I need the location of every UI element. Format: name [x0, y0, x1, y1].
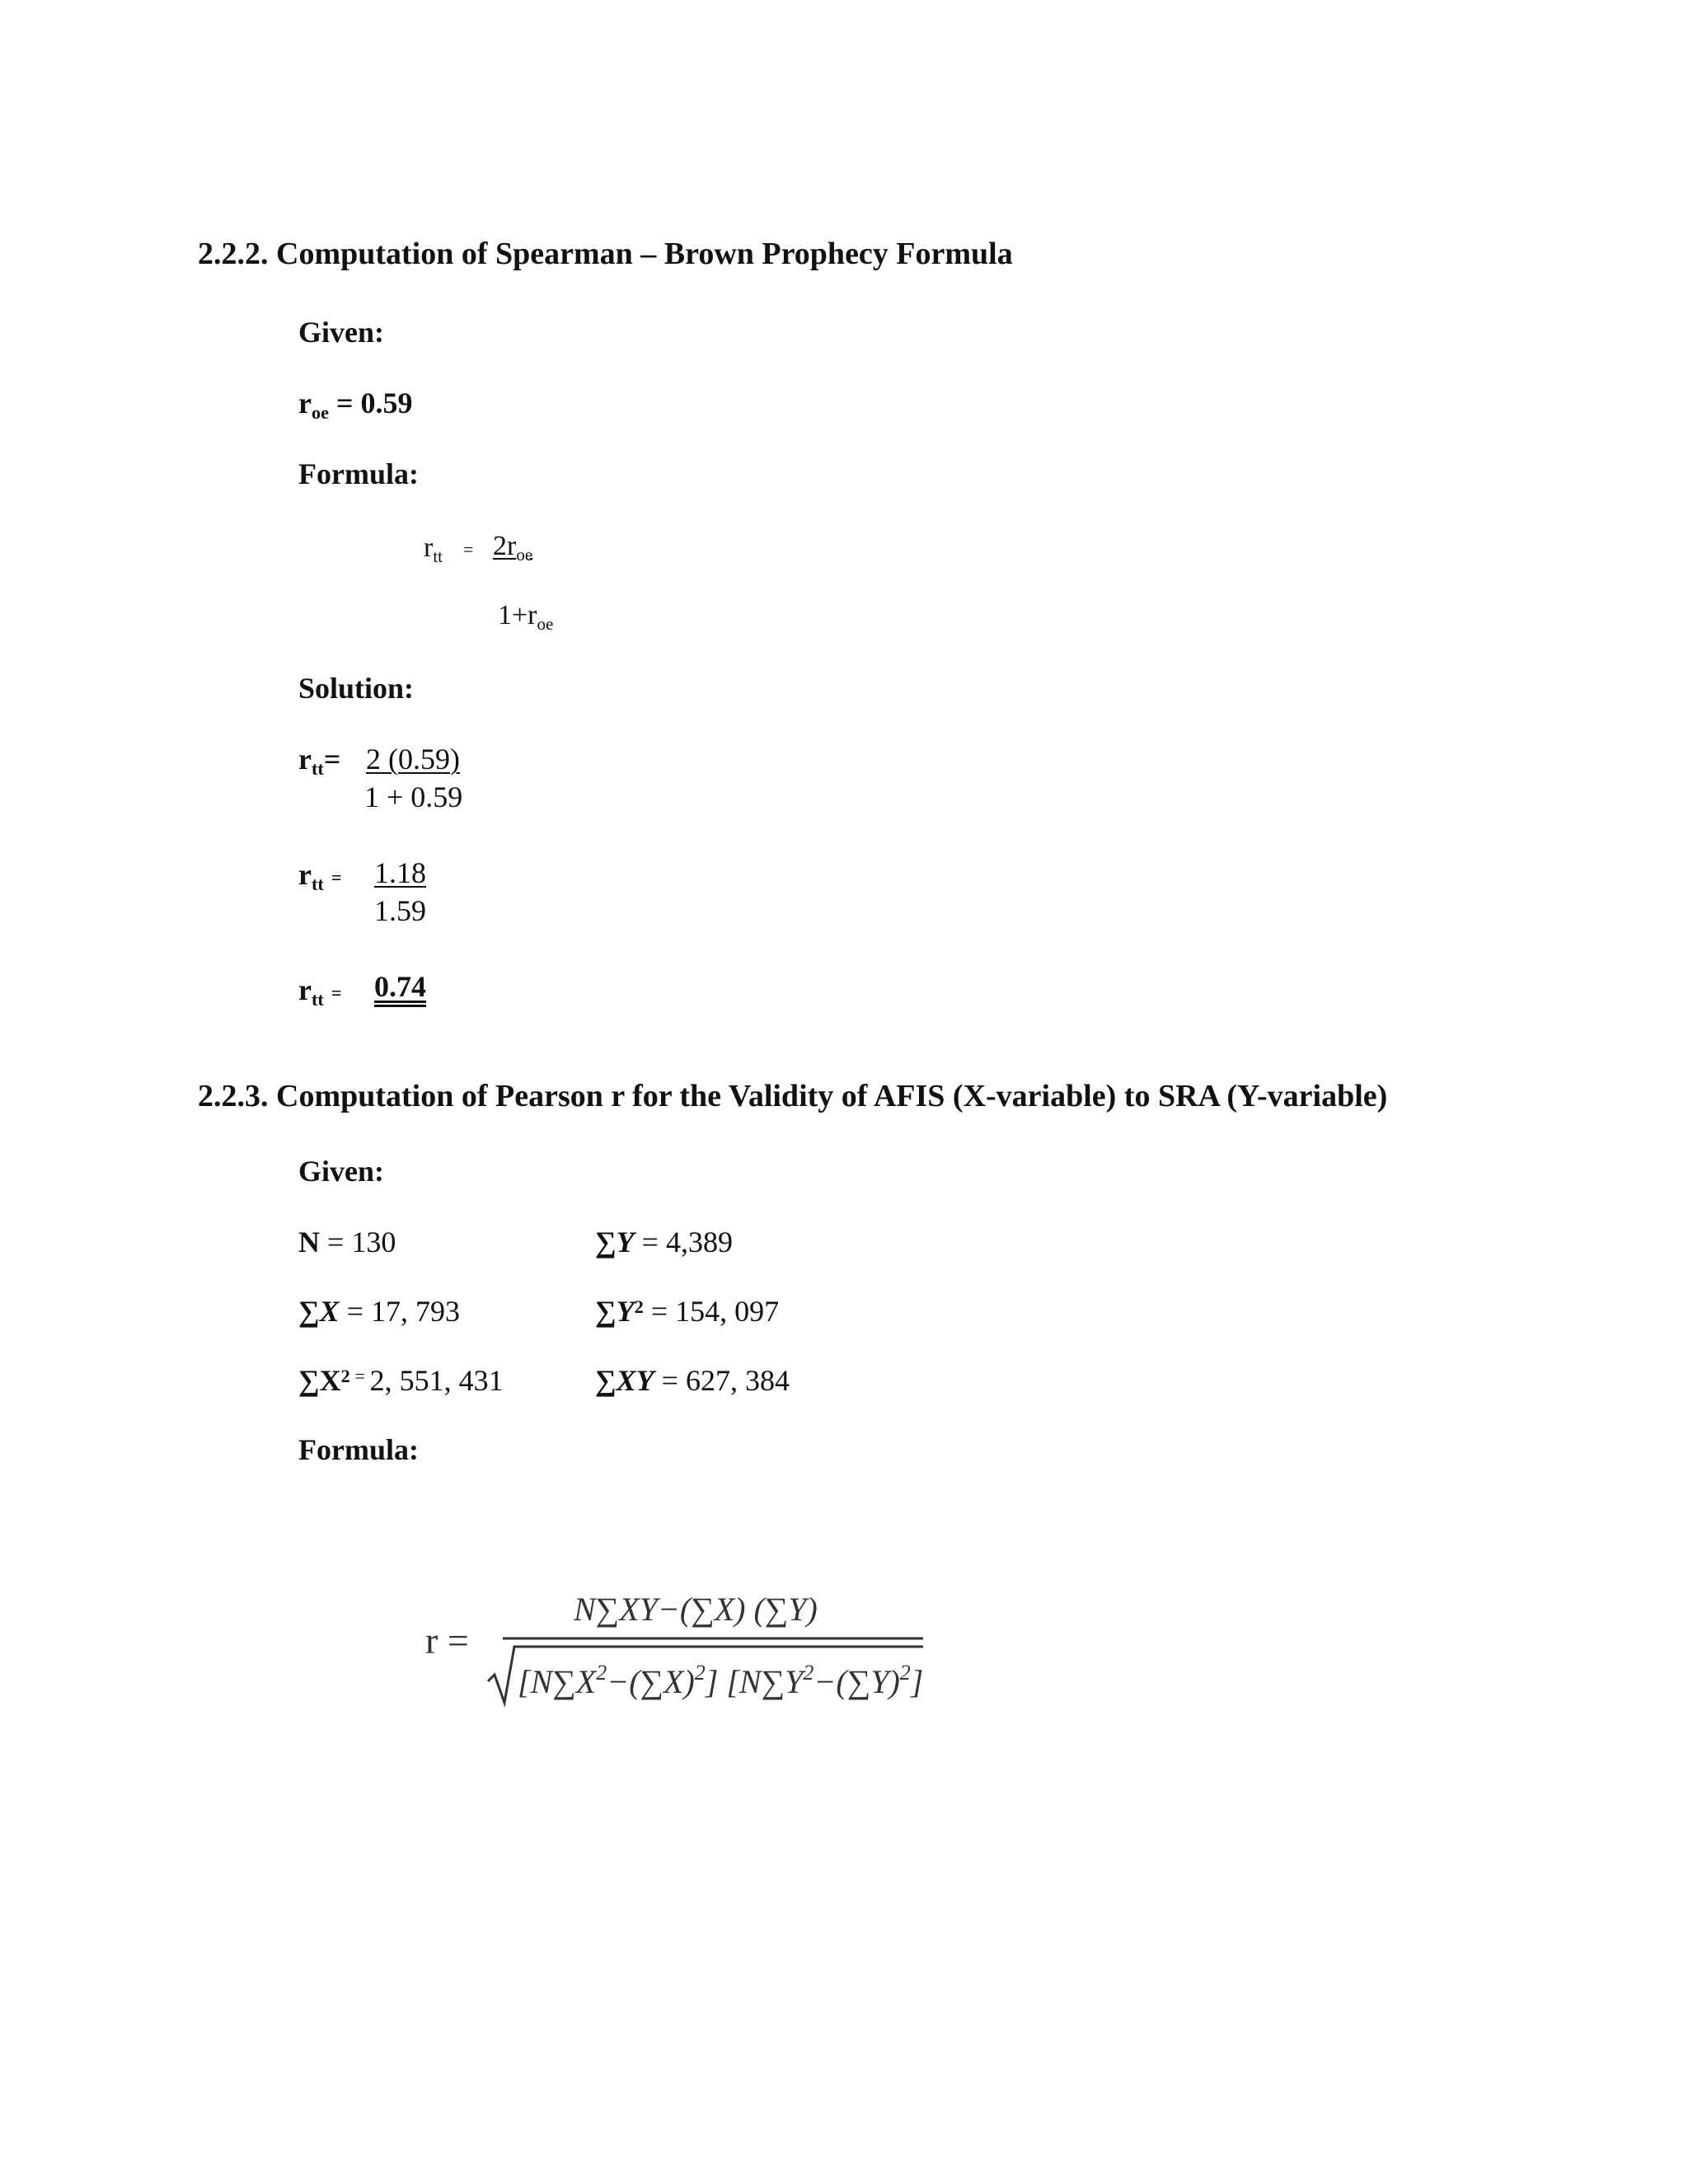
pearson-numerator: N∑XY−(∑X) (∑Y)	[574, 1591, 818, 1628]
sum-xy-equals: =	[654, 1364, 686, 1397]
r-symbol: r	[298, 387, 312, 419]
step2-denominator: 1.59	[374, 894, 426, 927]
sum-x2-exponent: 2	[340, 1365, 350, 1386]
formula-numerator	[493, 531, 533, 565]
result-equals: =	[331, 982, 342, 1003]
given-sum-y	[595, 1225, 733, 1259]
sum-x-value: 17, 793	[371, 1295, 460, 1328]
step1-denominator: 1 + 0.59	[364, 780, 463, 813]
sum-x-symbol: ∑X	[298, 1295, 340, 1328]
sum-y-equals: =	[634, 1226, 666, 1258]
r-subscript: oe	[311, 402, 330, 424]
r-subscript: tt	[433, 546, 443, 566]
denominator-subscript: oe	[537, 613, 554, 634]
sum-y-value: 4,389	[665, 1226, 733, 1258]
n-equals: =	[320, 1226, 352, 1258]
r-symbol: r	[298, 973, 312, 1006]
result-lhs	[298, 972, 324, 1010]
sum-x2-symbol: ∑X	[298, 1364, 341, 1397]
formula-equals: =	[463, 539, 474, 560]
given-sum-x	[298, 1294, 460, 1329]
numerator-subscript: oe	[516, 544, 533, 565]
given-n	[298, 1225, 396, 1259]
sum-x-equals: =	[339, 1295, 371, 1328]
given-label: Given:	[298, 316, 384, 349]
r-subscript: tt	[311, 874, 324, 895]
den-exp: 2	[803, 1661, 814, 1685]
sum-xy-value: 627, 384	[685, 1364, 790, 1397]
formula-label: Formula:	[298, 457, 419, 490]
section-heading-spearman-brown: 2.2.2. Computation of Spearman – Brown Prophecy Formula	[198, 237, 1013, 271]
r-subscript: tt	[311, 758, 324, 780]
step2-numerator: 1.18	[374, 856, 426, 889]
sum-y2-symbol: ∑Y	[595, 1295, 635, 1328]
sum-xy-symbol: ∑XY	[595, 1364, 654, 1397]
r-symbol: r	[298, 858, 312, 891]
r-subscript: tt	[311, 989, 324, 1010]
den-exp: 2	[899, 1661, 911, 1685]
formula-label: Formula:	[298, 1433, 419, 1466]
den-part: [N∑X	[518, 1663, 597, 1700]
pearson-denominator	[518, 1661, 923, 1700]
formula-denominator	[498, 600, 554, 634]
given-label: Given:	[298, 1155, 384, 1188]
den-exp: 2	[694, 1661, 706, 1685]
n-symbol: N	[298, 1226, 320, 1258]
numerator-main: 2r	[493, 531, 517, 561]
step1-numerator: 2 (0.59)	[366, 743, 460, 776]
sum-x2-equals: =	[349, 1365, 370, 1386]
step2-lhs	[298, 857, 324, 895]
given-sum-xy	[595, 1363, 790, 1398]
section-heading-pearson-r: 2.2.3. Computation of Pearson r for the Validity of AFIS (X-variable) to SRA (Y-variable)	[198, 1079, 1388, 1113]
r-symbol: r	[424, 532, 434, 563]
formula-lhs	[424, 532, 443, 564]
given-sum-x-squared	[298, 1363, 504, 1398]
pearson-formula	[481, 1582, 926, 1714]
sum-y2-value: 154, 097	[675, 1295, 780, 1328]
step2-equals: =	[331, 867, 342, 888]
den-part: ] [N∑Y	[705, 1663, 804, 1700]
given-roe-value: = 0.59	[329, 387, 413, 419]
den-exp: 2	[596, 1661, 607, 1685]
given-roe	[298, 386, 413, 424]
pearson-lhs: r =	[425, 1619, 469, 1661]
den-part: ]	[910, 1663, 924, 1700]
result-value: 0.74	[374, 970, 426, 1003]
sum-y2-equals: =	[643, 1295, 676, 1328]
step1-equals: =	[323, 743, 341, 776]
denominator-main: 1+r	[498, 600, 537, 630]
solution-label: Solution:	[298, 672, 415, 705]
step1-lhs	[298, 742, 341, 780]
sum-y2-exponent: 2	[634, 1296, 644, 1317]
den-part: −(∑X)	[607, 1663, 695, 1700]
given-sum-y-squared	[595, 1294, 779, 1329]
den-part: −(∑Y)	[814, 1663, 900, 1700]
sum-y-symbol: ∑Y	[595, 1226, 635, 1258]
r-symbol: r	[298, 743, 312, 776]
sum-x2-value: 2, 551, 431	[369, 1364, 504, 1397]
n-value: 130	[351, 1226, 396, 1258]
